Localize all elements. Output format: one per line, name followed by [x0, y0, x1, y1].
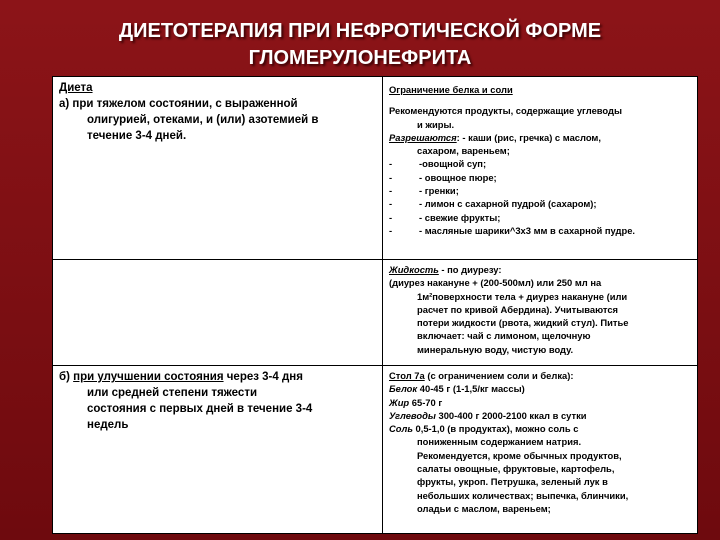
rec-line4: фрукты, укроп. Петрушка, зеленый лук в [417, 476, 608, 488]
list-dash: - [389, 158, 393, 170]
diet-b-prefix: б) [59, 371, 74, 383]
diet-heading: Диета [59, 82, 93, 94]
rec-line5: небольших количествах; выпечка, блинчики, [417, 489, 629, 501]
fluid-line6: включает: чай с лимоном, щелочную [417, 330, 591, 342]
list-item [389, 184, 691, 197]
fat-label: Жир [389, 396, 410, 408]
fluid-text: - по диурезу: [438, 264, 502, 275]
table7a-label: Стол 7а [389, 370, 425, 381]
list-item [389, 171, 691, 184]
protein-label: Белок [389, 383, 418, 395]
allowed-label: Разрешаются [389, 131, 457, 143]
diet-b-underlined: при улучшении состояния [73, 371, 224, 383]
fluid-line7: минеральную воду, чистую воду. [417, 343, 574, 355]
list-text: - лимон с сахарной пудрой (сахаром); [419, 198, 597, 210]
list-text: -овощной суп; [419, 158, 487, 170]
carb-label: Углеводы [389, 409, 436, 421]
diet-b-line4: недель [87, 419, 129, 431]
row3-right-cell [383, 366, 697, 533]
diet-a-line2: олигурией, отеками, и (или) азотемией в [87, 114, 319, 126]
diet-a-line3: течение 3-4 дней. [87, 130, 187, 142]
fluid-line4: расчет по кривой Абердина). Учитываются [417, 303, 619, 315]
list-dash: - [389, 224, 393, 236]
recommend-line2: и жиры. [417, 118, 455, 130]
row3-left-cell [53, 366, 383, 533]
fat-line [389, 396, 691, 409]
row2-right-cell [383, 260, 697, 366]
list-item [389, 211, 691, 224]
rec-line6: оладьи с маслом, вареньем; [417, 502, 551, 514]
row2-left-cell [53, 260, 383, 366]
list-text: - свежие фрукты; [419, 211, 501, 223]
list-dash: - [389, 171, 393, 183]
allowed-cont: сахаром, вареньем; [417, 145, 510, 157]
diet-b-line1 [59, 369, 376, 385]
list-item [389, 197, 691, 210]
rec-line2: Рекомендуется, кроме обычных продуктов, [417, 449, 622, 461]
table7a-line [389, 369, 691, 382]
diet-table [52, 76, 698, 534]
protein-text: 40-45 г (1-1,5/кг массы) [417, 383, 525, 395]
list-dash: - [389, 185, 393, 197]
protein-line [389, 382, 691, 395]
title-line-2: ГЛОМЕРУЛОНЕФРИТА [248, 47, 472, 69]
diet-a-line1: а) при тяжелом состоянии, с выраженной [59, 98, 298, 110]
fat-text: 65-70 г [409, 396, 443, 408]
fluid-line5: потери жидкости (рвота, жидкий стул). Питье [417, 317, 629, 329]
fluid-line3: 1м²поверхности тела + диурез накануне (или [417, 290, 628, 302]
title-line-1: ДИЕТОТЕРАПИЯ ПРИ НЕФРОТИЧЕСКОЙ ФОРМЕ [118, 20, 602, 42]
list-item [389, 224, 691, 237]
salt-label: Соль [389, 423, 413, 435]
fluid-label: Жидкость [389, 264, 439, 275]
list-text: - масляные шарики^3х3 мм в сахарной пудре. [419, 224, 636, 236]
rec-line3: салаты овощные, фруктовые, картофель, [417, 463, 615, 475]
list-text: - овощное пюре; [419, 171, 497, 183]
table7a-text: (с ограничением соли и белка): [424, 370, 574, 381]
rec-line1: пониженным содержанием натрия. [417, 436, 582, 448]
restriction-heading: Ограничение белка и соли [389, 84, 513, 95]
allowed-text: : - каши (рис, гречка) с маслом, [456, 131, 601, 143]
salt-line [389, 422, 691, 435]
row1-left-cell [53, 77, 383, 260]
carb-line [389, 409, 691, 422]
salt-text: 0,5-1,0 (в продуктах), можно соль с [412, 423, 579, 435]
slide-title [0, 18, 720, 72]
diet-b-rest: через 3-4 дня [223, 371, 303, 383]
diet-b-line3: состояния с первых дней в течение 3-4 [87, 403, 313, 415]
list-dash: - [389, 211, 393, 223]
row1-right-cell [383, 77, 697, 260]
diet-b-line2: или средней степени тяжести [87, 387, 258, 399]
fluid-line2: (диурез накануне + (200-500мл) или 250 мл на [389, 277, 602, 289]
list-text: - гренки; [419, 185, 459, 197]
recommend-line1: Рекомендуются продукты, содержащие углеводы [389, 105, 622, 117]
carb-text: 300-400 г 2000-2100 ккал в сутки [435, 409, 587, 421]
fluid-line1 [389, 263, 691, 276]
list-item [389, 157, 691, 170]
allowed-line [389, 131, 691, 144]
list-dash: - [389, 198, 393, 210]
